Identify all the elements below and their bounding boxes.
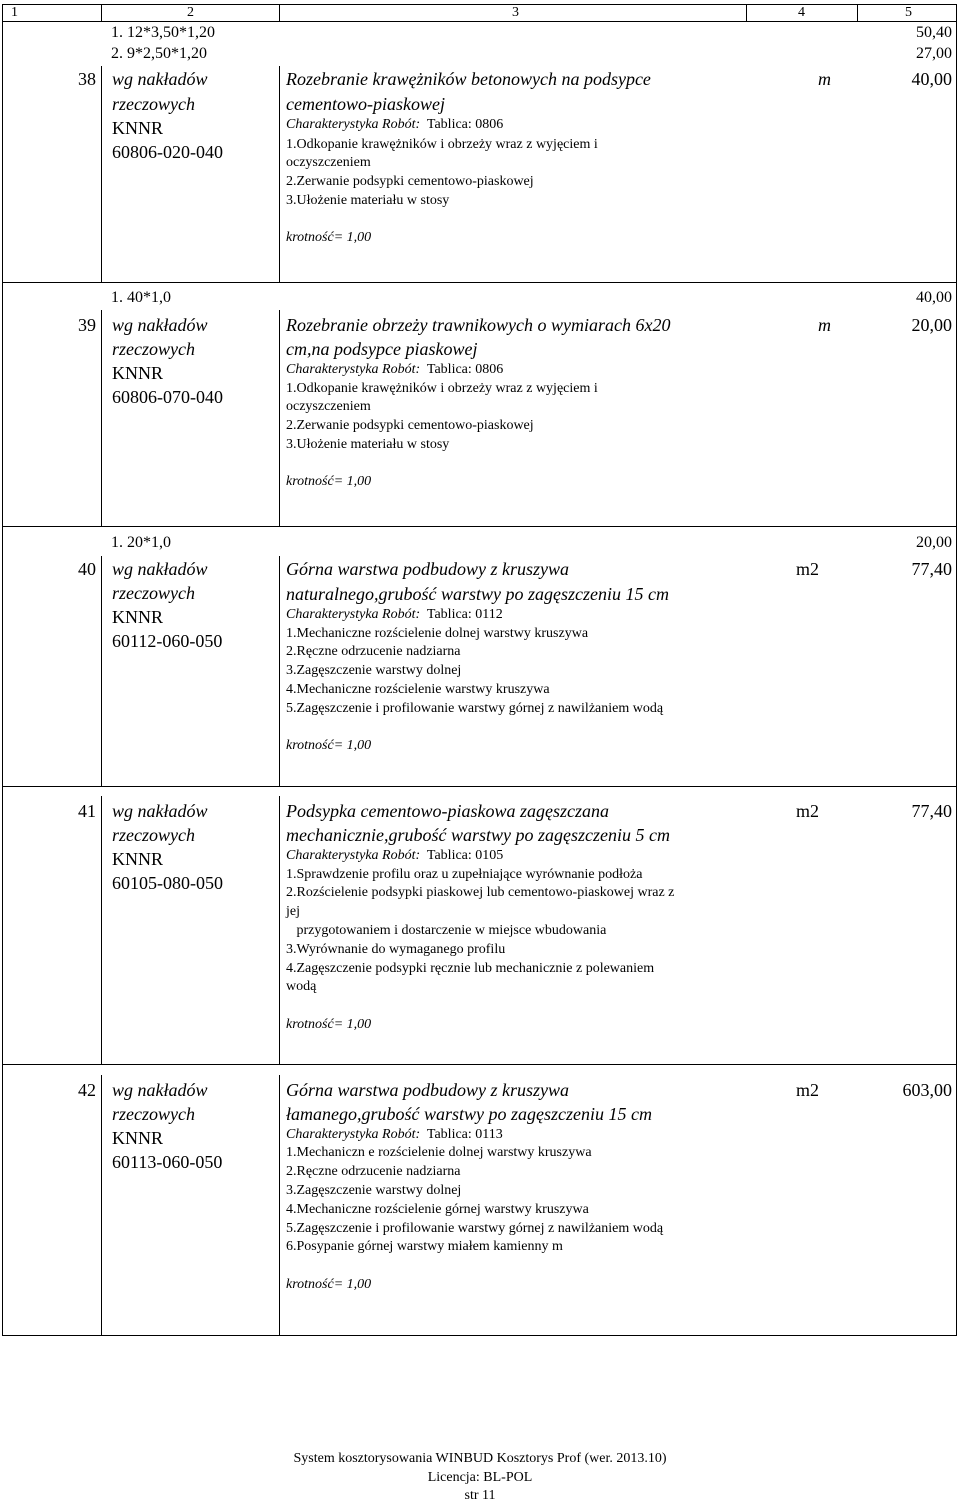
basis-line: wg nakładów	[112, 801, 208, 821]
column-number: 5	[905, 5, 912, 20]
calc-line: 1. 12*3,50*1,20	[111, 24, 215, 41]
col-divider	[279, 556, 280, 786]
col-divider	[279, 796, 280, 1064]
item-title: Górna warstwa podbudowy z kruszywa	[286, 1080, 570, 1100]
quantity: 20,00	[911, 315, 952, 335]
basis-code: 60806-020-040	[112, 142, 223, 162]
char-value: Tablica: 0112	[426, 607, 503, 622]
col-divider	[101, 66, 102, 282]
item-title: cm,na podsypce piaskowej	[286, 339, 478, 359]
basis-catalog: KNNR	[112, 607, 164, 627]
unit: m2	[796, 1080, 820, 1100]
row-divider	[2, 786, 957, 787]
operation-line: 5.Zagęszczenie i profilowanie warstwy górnej z nawilżaniem wodą	[286, 701, 664, 716]
col-divider	[279, 310, 280, 526]
footer-software: System kosztorysowania WINBUD Kosztorys Prof (wer. 2013.10)	[293, 1451, 667, 1466]
operation-line: oczyszczeniem	[286, 399, 371, 414]
column-number: 4	[798, 5, 805, 20]
unit: m	[818, 315, 831, 335]
item-number: 38	[78, 69, 96, 89]
calc-line: 2. 9*2,50*1,20	[111, 45, 207, 62]
basis-catalog: KNNR	[112, 1128, 164, 1148]
char-label: Charakterystyka Robót:	[286, 117, 421, 132]
item-title: naturalnego,grubość warstwy po zagęszczeniu 15 cm	[286, 584, 669, 604]
multiplicity: krotność= 1,00	[286, 1017, 372, 1032]
char-label: Charakterystyka Robót:	[286, 607, 421, 622]
operation-line: 4.Mechaniczne rozścielenie górnej warstwy kruszywa	[286, 1202, 589, 1217]
calc-value: 20,00	[916, 534, 952, 551]
operation-line: 3.Zagęszczenie warstwy dolnej	[286, 1183, 462, 1198]
char-label: Charakterystyka Robót:	[286, 1127, 421, 1142]
basis-line: rzeczowych	[112, 94, 195, 114]
row-divider	[2, 282, 957, 283]
col-divider	[101, 556, 102, 786]
operation-line: 6.Posypanie górnej warstwy miałem kamienny m	[286, 1239, 563, 1254]
basis-code: 60105-080-050	[112, 873, 223, 893]
quantity: 603,00	[902, 1080, 952, 1100]
basis-line: rzeczowych	[112, 583, 195, 603]
col-divider	[746, 4, 747, 21]
multiplicity: krotność= 1,00	[286, 474, 372, 489]
item-number: 40	[78, 559, 96, 579]
operation-line: 5.Zagęszczenie i profilowanie warstwy górnej z nawilżaniem wodą	[286, 1221, 664, 1236]
operation-line: 3.Zagęszczenie warstwy dolnej	[286, 663, 462, 678]
calc-line: 1. 20*1,0	[111, 534, 171, 551]
basis-code: 60113-060-050	[112, 1152, 223, 1172]
calc-value: 40,00	[916, 289, 952, 306]
operation-line: 3.Ułożenie materiału w stosy	[286, 437, 450, 452]
basis-code: 60112-060-050	[112, 631, 223, 651]
char-value: Tablica: 0806	[426, 117, 504, 132]
col-divider	[101, 796, 102, 1064]
col-divider	[279, 4, 280, 21]
column-number: 1	[11, 5, 18, 20]
footer-license: Licencja: BL-POL	[427, 1470, 533, 1485]
operation-line: 3.Ułożenie materiału w stosy	[286, 193, 450, 208]
basis-catalog: KNNR	[112, 363, 164, 383]
calc-value: 27,00	[916, 45, 952, 62]
multiplicity: krotność= 1,00	[286, 738, 372, 753]
item-title: Górna warstwa podbudowy z kruszywa	[286, 559, 570, 579]
operation-line: wodą	[286, 979, 317, 994]
unit: m2	[796, 559, 820, 579]
operation-line: jej	[286, 904, 300, 919]
char-value: Tablica: 0105	[426, 848, 504, 863]
footer-page-number: str 11	[464, 1488, 496, 1503]
item-number: 39	[78, 315, 96, 335]
operation-line: 1.Mechaniczne rozścielenie dolnej warstwy kruszywa	[286, 626, 589, 641]
char-label: Charakterystyka Robót:	[286, 848, 421, 863]
operation-line: 4.Mechaniczne rozścielenie warstwy kruszywa	[286, 682, 550, 697]
col-divider	[101, 4, 102, 21]
quantity: 77,40	[911, 801, 952, 821]
operation-line: 2.Zerwanie podsypki cementowo-piaskowej	[286, 174, 534, 189]
basis-line: rzeczowych	[112, 1104, 195, 1124]
column-number: 2	[187, 5, 194, 20]
item-title: Rozebranie krawężników betonowych na podsypce	[286, 69, 651, 89]
basis-code: 60806-070-040	[112, 387, 223, 407]
col-divider	[857, 4, 858, 21]
item-number: 42	[78, 1080, 96, 1100]
operation-line: 1.Odkopanie krawężników i obrzeży wraz z wyjęciem i	[286, 137, 598, 152]
operation-line: 2.Rozścielenie podsypki piaskowej lub cementowo-piaskowej wraz z	[286, 885, 675, 900]
unit: m	[818, 69, 831, 89]
row-divider	[2, 1064, 957, 1065]
operation-line: 2.Zerwanie podsypki cementowo-piaskowej	[286, 418, 534, 433]
unit: m2	[796, 801, 820, 821]
calc-line: 1. 40*1,0	[111, 289, 171, 306]
basis-line: rzeczowych	[112, 339, 195, 359]
basis-line: wg nakładów	[112, 559, 208, 579]
column-number: 3	[512, 5, 519, 20]
basis-catalog: KNNR	[112, 118, 164, 138]
multiplicity: krotność= 1,00	[286, 230, 372, 245]
quantity: 40,00	[911, 69, 952, 89]
operation-line: 1.Odkopanie krawężników i obrzeży wraz z wyjęciem i	[286, 381, 598, 396]
col-divider	[279, 66, 280, 282]
calc-value: 50,40	[916, 24, 952, 41]
item-title: cementowo-piaskowej	[286, 94, 445, 114]
item-title: Rozebranie obrzeży trawnikowych o wymiarach 6x20	[286, 315, 671, 335]
row-divider	[2, 526, 957, 527]
operation-line: 2.Ręczne odrzucenie nadziarna	[286, 644, 461, 659]
multiplicity: krotność= 1,00	[286, 1277, 372, 1292]
char-value: Tablica: 0806	[426, 362, 504, 377]
row-divider	[2, 21, 957, 22]
operation-line: 2.Ręczne odrzucenie nadziarna	[286, 1164, 461, 1179]
basis-line: wg nakładów	[112, 69, 208, 89]
operation-line: przygotowaniem i dostarczenie w miejsce wbudowania	[286, 923, 607, 938]
col-divider	[101, 310, 102, 526]
char-label: Charakterystyka Robót:	[286, 362, 421, 377]
item-title: łamanego,grubość warstwy po zagęszczeniu 15 cm	[286, 1104, 652, 1124]
item-title: Podsypka cementowo-piaskowa zagęszczana	[286, 801, 609, 821]
basis-line: rzeczowych	[112, 825, 195, 845]
operation-line: 1.Mechaniczn e rozścielenie dolnej warstwy kruszywa	[286, 1145, 592, 1160]
basis-line: wg nakładów	[112, 1080, 208, 1100]
basis-line: wg nakładów	[112, 315, 208, 335]
quantity: 77,40	[911, 559, 952, 579]
operation-line: oczyszczeniem	[286, 155, 371, 170]
operation-line: 4.Zagęszczenie podsypki ręcznie lub mechanicznie z polewaniem	[286, 961, 655, 976]
basis-catalog: KNNR	[112, 849, 164, 869]
item-title: mechanicznie,grubość warstwy po zagęszczeniu 5 cm	[286, 825, 670, 845]
operation-line: 1.Sprawdzenie profilu oraz u zupełniające wyrównanie podłoża	[286, 867, 643, 882]
item-number: 41	[78, 801, 96, 821]
operation-line: 3.Wyrównanie do wymaganego profilu	[286, 942, 506, 957]
char-value: Tablica: 0113	[426, 1127, 503, 1142]
col-divider	[101, 1075, 102, 1336]
col-divider	[279, 1075, 280, 1336]
